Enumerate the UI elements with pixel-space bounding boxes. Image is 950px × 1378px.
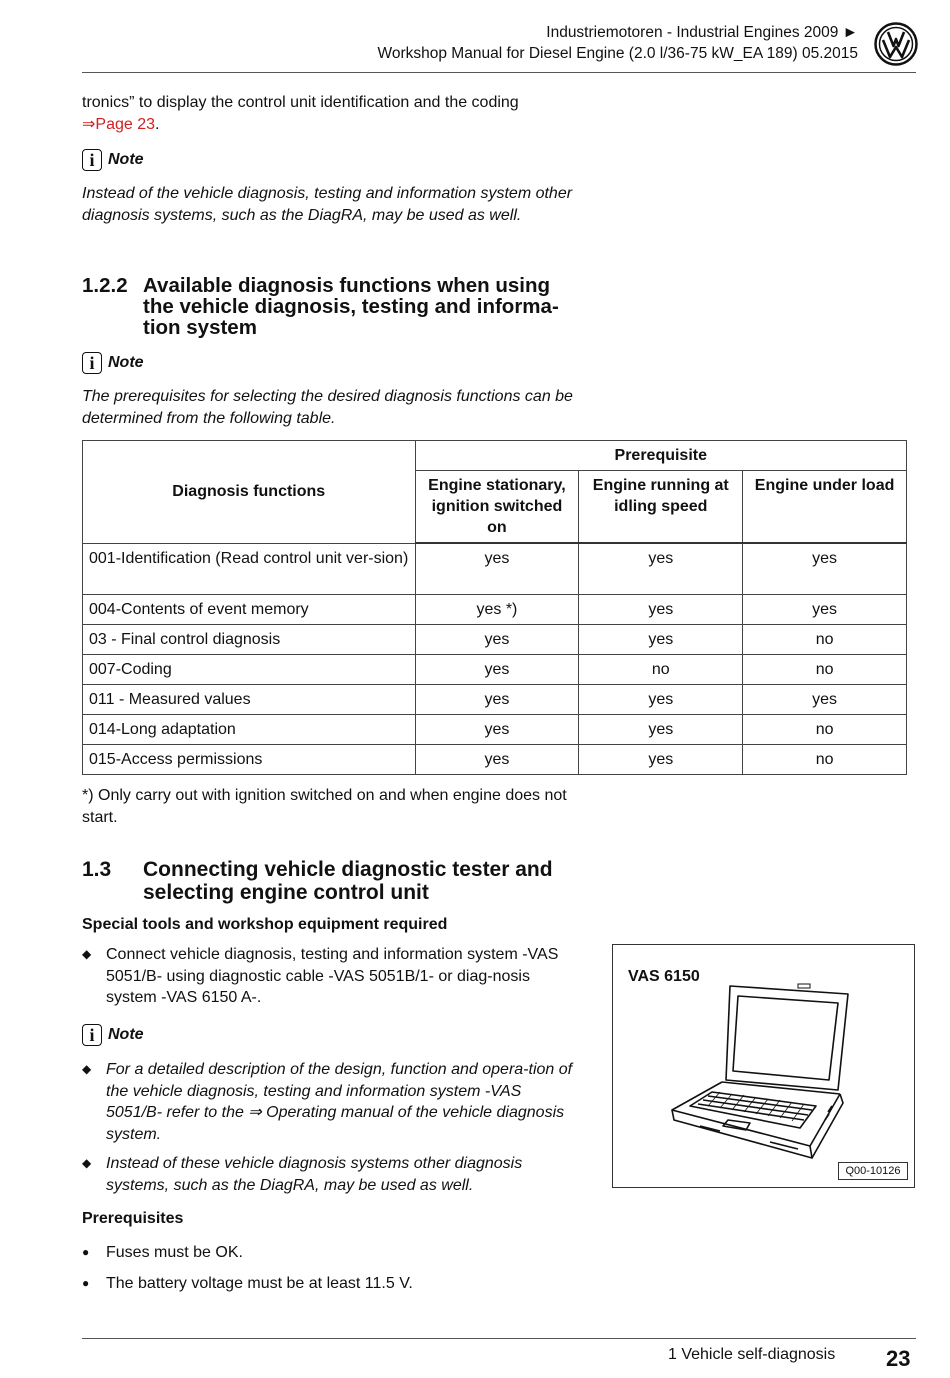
section-heading-1-2-2: [82, 275, 592, 339]
footer-divider: [82, 1338, 916, 1339]
list-item: [82, 1273, 582, 1295]
function-cell: 03 - Final control diagnosis: [83, 624, 416, 654]
value-cell: yes: [415, 654, 579, 684]
col-header-functions: Diagnosis functions: [83, 441, 416, 544]
prerequisite-text: Fuses must be OK.: [106, 1244, 243, 1261]
value-cell: yes: [743, 684, 907, 714]
header-title: Industriemotoren - Industrial Engines 2009 ►: [546, 24, 858, 41]
note-label: Note: [108, 1026, 144, 1043]
note-heading: [82, 148, 144, 172]
header-divider: [82, 72, 916, 73]
note-label: Note: [108, 151, 144, 168]
value-cell: yes: [415, 624, 579, 654]
value-cell: yes: [579, 594, 743, 624]
prerequisite-text: The battery voltage must be at least 11.5 V.: [106, 1275, 413, 1292]
diamond-bullet-icon: ◆: [82, 1156, 92, 1170]
note-item-text: For a detailed description of the design, function and opera-tion of the vehicle diagnosis, testing and information system -VAS 5051/B- refer to the ⇒ Operating manual of the vehicle diagnosis system.: [106, 1061, 573, 1143]
table-header-row: [83, 441, 907, 471]
table-row: [83, 654, 907, 684]
value-cell: yes: [743, 594, 907, 624]
value-cell: no: [579, 654, 743, 684]
function-cell: 015-Access permissions: [83, 744, 416, 774]
laptop-illustration-icon: [660, 982, 850, 1164]
table-row: [83, 594, 907, 624]
note-label: Note: [108, 354, 144, 371]
section-number: 1.2.2: [82, 274, 128, 297]
vw-logo-icon: [874, 22, 918, 66]
section-title: Available diagnosis functions when using the vehicle diagnosis, testing and informa-tion system: [143, 274, 559, 339]
dot-bullet-icon: ●: [82, 1276, 90, 1290]
value-cell: yes: [579, 714, 743, 744]
value-cell: yes: [415, 714, 579, 744]
header-subtitle: Workshop Manual for Diesel Engine (2.0 l/36-75 kW_EA 189) 05.2015: [377, 45, 858, 62]
intro-paragraph: [82, 92, 582, 135]
diamond-bullet-icon: ◆: [82, 947, 92, 961]
value-cell: no: [743, 714, 907, 744]
list-item: [82, 1153, 582, 1197]
function-cell: 007-Coding: [83, 654, 416, 684]
function-cell: 004-Contents of event memory: [83, 594, 416, 624]
list-item: [82, 1242, 582, 1264]
info-icon: i: [82, 352, 102, 374]
intro-period: .: [155, 115, 160, 133]
value-cell: yes: [579, 684, 743, 714]
section-heading-1-3: [82, 858, 592, 904]
value-cell: yes: [579, 624, 743, 654]
value-cell: yes: [415, 744, 579, 774]
note-text: Instead of the vehicle diagnosis, testing and information system other diagnosis systems, such as the DiagRA, may be used as well.: [82, 185, 573, 224]
info-icon: i: [82, 1024, 102, 1046]
dot-bullet-icon: ●: [82, 1245, 90, 1259]
footer-chapter: 1 Vehicle self-diagnosis: [668, 1346, 836, 1363]
table-footnote: *) Only carry out with ignition switched on and when engine does not start.: [82, 787, 567, 826]
special-tools-heading: Special tools and workshop equipment required: [82, 916, 448, 933]
function-cell: 011 - Measured values: [83, 684, 416, 714]
value-cell: yes *): [415, 594, 579, 624]
col-header-stationary: Engine stationary, ignition switched on: [415, 471, 579, 544]
table-row: [83, 684, 907, 714]
note-heading: [82, 351, 144, 375]
value-cell: no: [743, 654, 907, 684]
section-title: Connecting vehicle diagnostic tester and selecting engine control unit: [143, 858, 553, 904]
col-header-idling: Engine running at idling speed: [579, 471, 743, 544]
value-cell: yes: [415, 684, 579, 714]
note-item-text: Instead of these vehicle diagnosis systems other diagnosis systems, such as the DiagRA, may be used as well.: [106, 1155, 523, 1194]
tool-instruction: Connect vehicle diagnosis, testing and information system -VAS 5051/B- using diagnostic cable -VAS 5051B/1- or diag-nosis system -VAS 6150 A-.: [106, 946, 559, 1006]
list-item: [82, 944, 582, 1010]
figure-code: Q00-10126: [838, 1162, 908, 1180]
intro-text: tronics” to display the control unit identification and the coding: [82, 94, 519, 111]
value-cell: no: [743, 624, 907, 654]
col-group-prerequisite: Prerequisite: [415, 441, 906, 471]
table-row: [83, 543, 907, 594]
note-text: The prerequisites for selecting the desired diagnosis functions can be determined from the following table.: [82, 388, 573, 427]
function-cell: 014-Long adaptation: [83, 714, 416, 744]
table-row: [83, 624, 907, 654]
table-row: [83, 714, 907, 744]
diagnosis-functions-table: [82, 440, 907, 775]
info-icon: i: [82, 149, 102, 171]
list-item: [82, 1059, 582, 1147]
page-link[interactable]: ⇒Page 23: [82, 115, 156, 133]
function-cell: 001-Identification (Read control unit ver-sion): [83, 543, 416, 594]
table-row: [83, 744, 907, 774]
note-heading: [82, 1023, 144, 1047]
diamond-bullet-icon: ◆: [82, 1062, 92, 1076]
section-number: 1.3: [82, 858, 112, 881]
col-header-load: Engine under load: [743, 471, 907, 544]
prerequisites-heading: Prerequisites: [82, 1210, 184, 1227]
value-cell: yes: [415, 543, 579, 594]
value-cell: no: [743, 744, 907, 774]
figure-title: VAS 6150: [628, 968, 700, 985]
page-number: 23: [886, 1346, 911, 1371]
value-cell: yes: [579, 543, 743, 594]
value-cell: yes: [743, 543, 907, 594]
value-cell: yes: [579, 744, 743, 774]
